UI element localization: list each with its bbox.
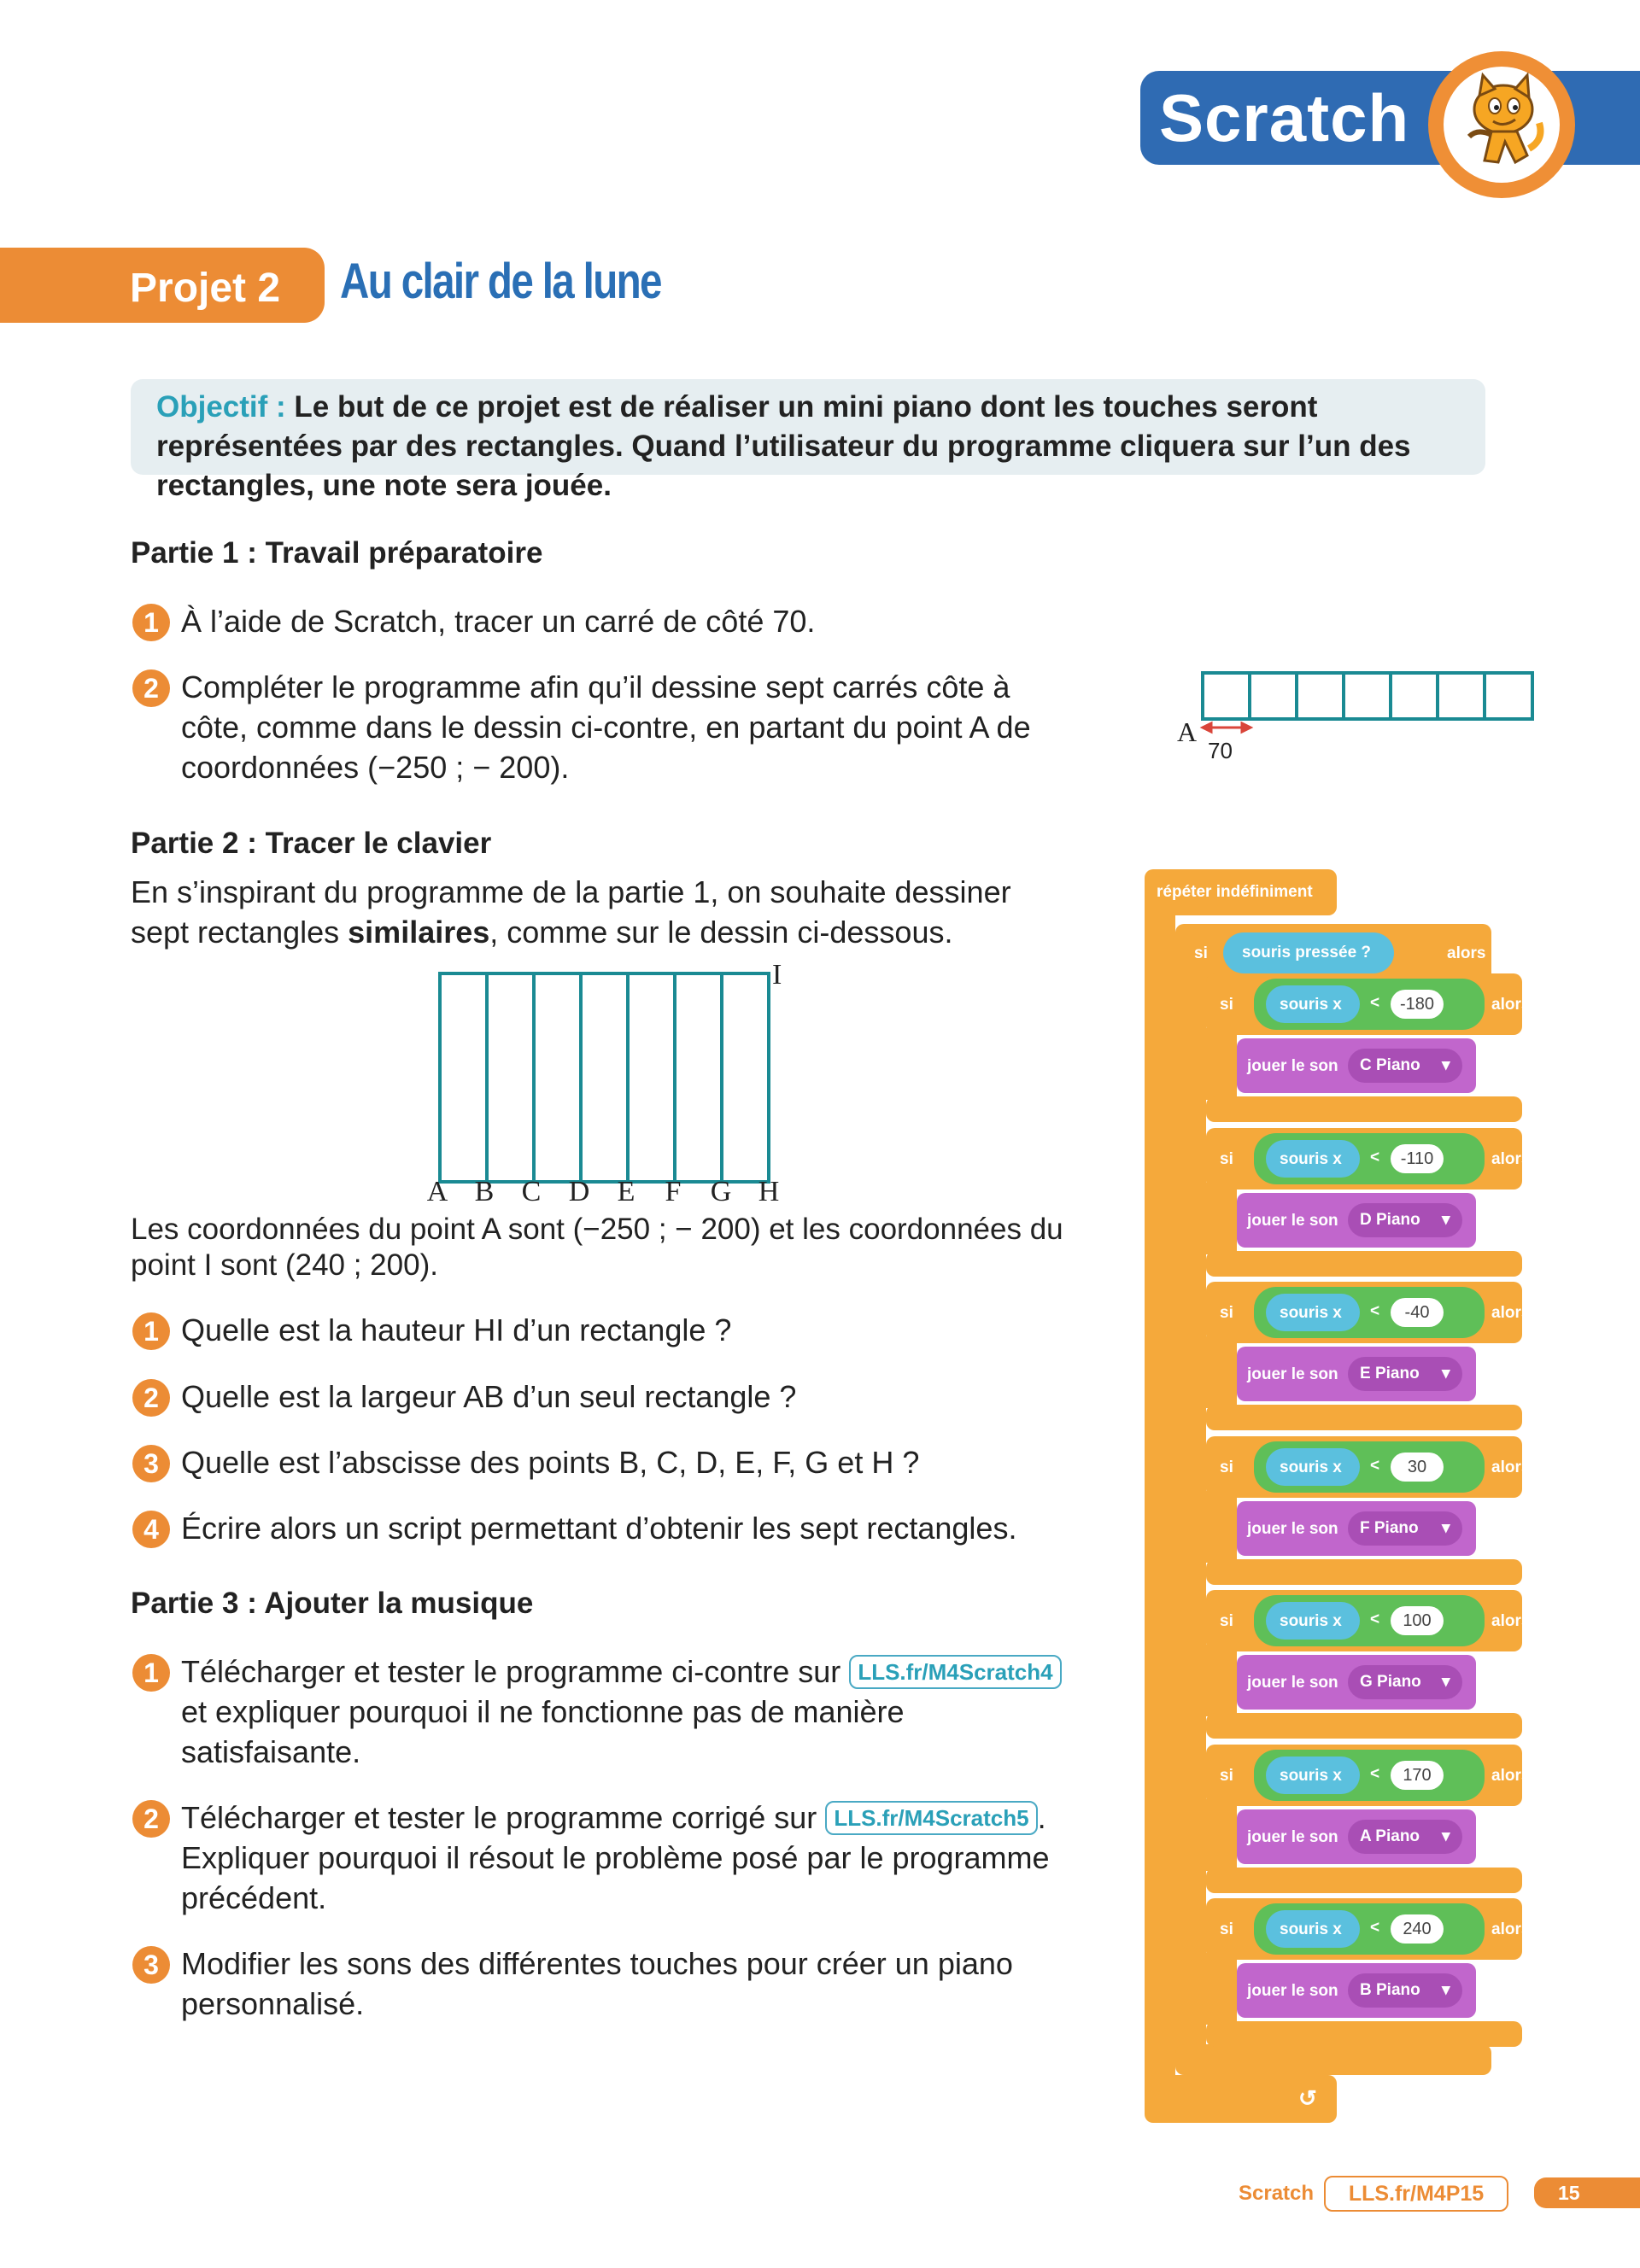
if-inner-foot xyxy=(1206,1713,1522,1739)
sound-name: F Piano xyxy=(1360,1518,1419,1537)
play-sound-label: jouer le son xyxy=(1247,1982,1338,2000)
part2-intro-line2 xyxy=(131,912,952,952)
if-foot xyxy=(1175,2044,1491,2075)
part3-q3-line1: Modifier les sons des différentes touches pour créer un piano xyxy=(181,1946,1013,1981)
play-sound-label: jouer le son xyxy=(1247,1057,1338,1075)
mouse-x-label: souris x xyxy=(1280,1920,1342,1938)
less-than-operator xyxy=(1254,1441,1485,1493)
fig2-letter-h: H xyxy=(758,1176,780,1204)
if-keyword: si xyxy=(1220,996,1233,1014)
scratch-cat-logo xyxy=(1428,51,1575,198)
if-keyword: si xyxy=(1220,1304,1233,1322)
play-sound-block xyxy=(1237,1501,1476,1556)
scratch-badge-label: Scratch xyxy=(1159,80,1410,155)
mouse-x-reporter xyxy=(1266,985,1360,1023)
part1-q2-number: 2 xyxy=(132,669,170,707)
mouse-x-reporter xyxy=(1266,1910,1360,1948)
less-than-operator xyxy=(1254,1287,1485,1338)
mouse-x-reporter xyxy=(1266,1757,1360,1794)
mouse-down-label: souris pressée ? xyxy=(1242,944,1372,962)
play-sound-label: jouer le son xyxy=(1247,1211,1338,1230)
sound-name: B Piano xyxy=(1360,1981,1420,1999)
if-inner-foot xyxy=(1206,2021,1522,2047)
then-keyword: alors xyxy=(1491,1920,1531,1938)
part2-q4-text: Écrire alors un script permettant d’obtenir les sept rectangles. xyxy=(181,1511,1017,1546)
if-mouse-x-block xyxy=(1206,1898,1531,1960)
if-arm xyxy=(1175,973,1206,2058)
play-sound-block xyxy=(1237,1655,1476,1710)
part1-q2-line1: Compléter le programme afin qu’il dessine sept carrés côte à xyxy=(181,669,1010,704)
lt-symbol: < xyxy=(1370,1456,1380,1475)
threshold-value[interactable]: -110 xyxy=(1391,1144,1444,1173)
part2-q2-text: Quelle est la largeur AB d’un seul rectangle ? xyxy=(181,1379,797,1414)
then-keyword: alors xyxy=(1491,1458,1531,1476)
lt-symbol: < xyxy=(1370,1764,1380,1783)
forever-arm xyxy=(1145,905,1175,2084)
fig2-letter-d: D xyxy=(568,1176,590,1204)
chevron-down-icon: ▾ xyxy=(1442,1981,1450,1999)
if-inner-foot xyxy=(1206,1096,1522,1122)
sound-dropdown[interactable] xyxy=(1348,1665,1462,1699)
threshold-value[interactable]: 30 xyxy=(1391,1453,1444,1482)
if-inner-foot xyxy=(1206,1559,1522,1585)
fig2-label-i: I xyxy=(772,959,782,991)
part2-intro-post: , comme sur le dessin ci-dessous. xyxy=(489,915,953,950)
part3-q3-line2: personnalisé. xyxy=(181,1986,365,2021)
footer-label: Scratch xyxy=(1239,2182,1315,2205)
if-mouse-x-block xyxy=(1206,1282,1531,1343)
play-sound-label: jouer le son xyxy=(1247,1674,1338,1692)
play-sound-label: jouer le son xyxy=(1247,1827,1338,1846)
mouse-down-reporter xyxy=(1223,932,1394,973)
if-keyword: si xyxy=(1220,1920,1233,1938)
objective-text: Le but de ce projet est de réaliser un mini piano dont les touches seront représentées par des rectangles. Quand l’utilisateur du programme cliquera sur l’un des rectangles, une note sera jouée. xyxy=(156,390,1411,502)
part2-intro-pre: sept rectangles xyxy=(131,915,348,950)
scratch4-link[interactable]: LLS.fr/M4Scratch4 xyxy=(849,1655,1061,1689)
then-keyword: alors xyxy=(1491,1149,1531,1168)
sound-name: G Piano xyxy=(1360,1673,1421,1691)
then-keyword: alors xyxy=(1491,1766,1531,1785)
threshold-value[interactable]: 170 xyxy=(1391,1761,1444,1790)
if-mouse-x-block xyxy=(1206,1436,1531,1498)
part3-q1-number: 1 xyxy=(132,1654,170,1692)
part3-q2-line1-text: Télécharger et tester le programme corrigé sur xyxy=(181,1800,817,1835)
if-inner-foot xyxy=(1206,1868,1522,1893)
threshold-value[interactable]: -40 xyxy=(1391,1298,1444,1327)
if-keyword: si xyxy=(1220,1766,1233,1785)
sound-dropdown[interactable] xyxy=(1348,1820,1462,1854)
part3-q2-line2: Expliquer pourquoi il résout le problème posé par le programme xyxy=(181,1840,1050,1875)
play-sound-label: jouer le son xyxy=(1247,1365,1338,1383)
mouse-x-reporter xyxy=(1266,1448,1360,1486)
then-keyword: alors xyxy=(1491,1304,1531,1322)
fig2-letter-e: E xyxy=(617,1176,636,1204)
keyboard-rectangles-figure xyxy=(419,956,803,1204)
part3-q1-line3: satisfaisante. xyxy=(181,1734,361,1769)
lt-symbol: < xyxy=(1370,1302,1380,1320)
forever-label: répéter indéfiniment xyxy=(1157,883,1313,901)
mouse-x-reporter xyxy=(1266,1294,1360,1331)
sound-dropdown[interactable] xyxy=(1348,1973,1462,2008)
fig1-label-a: A xyxy=(1177,716,1198,747)
lt-symbol: < xyxy=(1370,1148,1380,1166)
chevron-down-icon: ▾ xyxy=(1442,1056,1450,1074)
if-inner-foot xyxy=(1206,1251,1522,1277)
part1-q2-line3: coordonnées (−250 ; − 200). xyxy=(181,750,570,785)
sound-dropdown[interactable] xyxy=(1348,1511,1462,1546)
objective-box xyxy=(131,379,1485,502)
scratch5-link[interactable]: LLS.fr/M4Scratch5 xyxy=(825,1801,1037,1835)
if-inner-arm xyxy=(1206,1491,1237,1563)
part2-intro-bold: similaires xyxy=(348,915,490,950)
if-inner-arm xyxy=(1206,1028,1237,1100)
if-inner-arm xyxy=(1206,1645,1237,1716)
mouse-x-label: souris x xyxy=(1280,1766,1342,1785)
then-keyword: alors xyxy=(1447,944,1486,962)
part3-q2-line1 xyxy=(181,1797,1046,1838)
fig2-letter-g: G xyxy=(710,1176,732,1204)
part2-q3-number: 3 xyxy=(132,1445,170,1482)
less-than-operator xyxy=(1254,979,1485,1030)
part1-q2-line2: côte, comme dans le dessin ci-contre, en partant du point A de xyxy=(181,710,1031,745)
threshold-value[interactable]: -180 xyxy=(1391,990,1444,1019)
scratch-script xyxy=(1145,862,1538,2126)
part3-q2-number: 2 xyxy=(132,1800,170,1838)
part2-coords-line2: point I sont (240 ; 200). xyxy=(131,1248,438,1282)
chevron-down-icon: ▾ xyxy=(1442,1210,1450,1229)
then-keyword: alors xyxy=(1491,996,1531,1014)
if-mouse-x-block xyxy=(1206,973,1531,1035)
if-inner-foot xyxy=(1206,1405,1522,1430)
project-title: Au clair de la lune xyxy=(340,254,661,309)
lt-symbol: < xyxy=(1370,1610,1380,1628)
part1-title: Partie 1 : Travail préparatoire xyxy=(131,536,543,570)
sound-name: D Piano xyxy=(1360,1210,1420,1229)
chevron-down-icon: ▾ xyxy=(1442,1673,1450,1691)
fig2-letter-a: A xyxy=(426,1176,448,1204)
part3-q2-dot: . xyxy=(1037,1800,1046,1835)
play-sound-block xyxy=(1237,1347,1476,1401)
sound-dropdown[interactable] xyxy=(1348,1049,1462,1083)
fig2-letter-b: B xyxy=(474,1176,495,1204)
part2-title: Partie 2 : Tracer le clavier xyxy=(131,827,492,860)
mouse-x-reporter xyxy=(1266,1140,1360,1178)
part3-q1-line1-text: Télécharger et tester le programme ci-contre sur xyxy=(181,1654,841,1689)
play-sound-label: jouer le son xyxy=(1247,1519,1338,1538)
part3-title: Partie 3 : Ajouter la musique xyxy=(131,1587,534,1620)
forever-foot xyxy=(1145,2075,1337,2123)
part2-q2-number: 2 xyxy=(132,1379,170,1417)
fig2-letter-f: F xyxy=(665,1176,682,1204)
part2-q1-text: Quelle est la hauteur HI d’un rectangle ? xyxy=(181,1312,732,1347)
objective-text-block xyxy=(156,388,1463,506)
play-sound-block xyxy=(1237,1963,1476,2018)
footer-link[interactable]: LLS.fr/M4P15 xyxy=(1324,2176,1508,2212)
if-mouse-x-block xyxy=(1206,1745,1531,1806)
part3-q3-number: 3 xyxy=(132,1946,170,1984)
if-mouse-x-block xyxy=(1206,1128,1531,1190)
part2-q4-number: 4 xyxy=(132,1511,170,1548)
objective-label: Objectif : xyxy=(156,390,286,424)
chevron-down-icon: ▾ xyxy=(1442,1365,1450,1382)
part1-q1-number: 1 xyxy=(132,604,170,641)
if-keyword: si xyxy=(1220,1612,1233,1630)
loop-arrow-icon: ↺ xyxy=(1298,2085,1317,2111)
mouse-x-label: souris x xyxy=(1280,1304,1342,1322)
less-than-operator xyxy=(1254,1133,1485,1184)
part2-coords-line1: Les coordonnées du point A sont (−250 ; − 200) et les coordonnées du xyxy=(131,1213,1063,1246)
chevron-down-icon: ▾ xyxy=(1442,1827,1450,1845)
if-inner-arm xyxy=(1206,1183,1237,1254)
sound-name: A Piano xyxy=(1360,1827,1420,1845)
part2-q3-text: Quelle est l’abscisse des points B, C, D, E, F, G et H ? xyxy=(181,1445,920,1480)
fig2-letter-c: C xyxy=(521,1176,542,1204)
mouse-x-label: souris x xyxy=(1280,1149,1342,1168)
sound-dropdown[interactable] xyxy=(1348,1203,1462,1237)
if-inner-arm xyxy=(1206,1953,1237,2025)
less-than-operator xyxy=(1254,1595,1485,1646)
less-than-operator xyxy=(1254,1750,1485,1801)
part1-q1-text: À l’aide de Scratch, tracer un carré de côté 70. xyxy=(181,604,816,639)
threshold-value[interactable]: 240 xyxy=(1391,1914,1444,1944)
if-keyword: si xyxy=(1194,944,1208,962)
project-number-tab xyxy=(0,248,325,323)
mouse-x-label: souris x xyxy=(1280,1612,1342,1630)
play-sound-block xyxy=(1237,1809,1476,1864)
if-keyword: si xyxy=(1220,1149,1233,1168)
less-than-operator xyxy=(1254,1903,1485,1955)
fig1-label-70: 70 xyxy=(1208,738,1233,763)
sound-name: E Piano xyxy=(1360,1365,1420,1382)
lt-symbol: < xyxy=(1370,994,1380,1012)
play-sound-block xyxy=(1237,1193,1476,1248)
sound-name: C Piano xyxy=(1360,1056,1420,1074)
play-sound-block xyxy=(1237,1038,1476,1093)
part2-intro-line1: En s’inspirant du programme de la partie 1, on souhaite dessiner xyxy=(131,874,1011,909)
mouse-x-label: souris x xyxy=(1280,1458,1342,1476)
page-number: 15 xyxy=(1534,2177,1640,2208)
part3-q1-line2: et expliquer pourquoi il ne fonctionne pas de manière xyxy=(181,1694,905,1729)
if-mouse-x-block xyxy=(1206,1590,1531,1651)
seven-squares-figure xyxy=(1170,666,1538,769)
sound-dropdown[interactable] xyxy=(1348,1357,1462,1391)
chevron-down-icon: ▾ xyxy=(1442,1518,1450,1537)
part2-q1-number: 1 xyxy=(132,1312,170,1350)
part3-q2-line3: précédent. xyxy=(181,1880,327,1915)
mouse-x-reporter xyxy=(1266,1602,1360,1640)
if-inner-arm xyxy=(1206,1799,1237,1871)
then-keyword: alors xyxy=(1491,1612,1531,1630)
mouse-x-label: souris x xyxy=(1280,996,1342,1014)
scratch-cat-icon xyxy=(1444,67,1560,183)
lt-symbol: < xyxy=(1370,1919,1380,1937)
if-inner-arm xyxy=(1206,1336,1237,1408)
threshold-value[interactable]: 100 xyxy=(1391,1606,1444,1635)
part3-q1-line1 xyxy=(181,1651,1062,1692)
project-number: Projet 2 xyxy=(130,266,281,311)
if-keyword: si xyxy=(1220,1458,1233,1476)
